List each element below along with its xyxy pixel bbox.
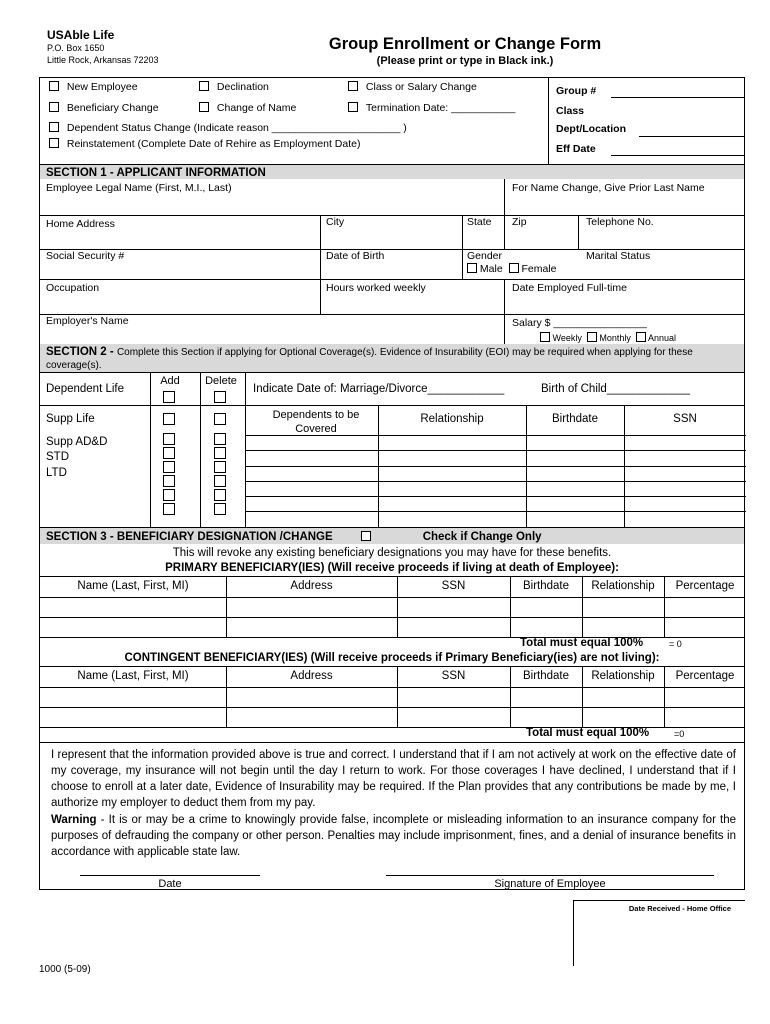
contingent-ssn-header: SSN — [441, 670, 466, 682]
dept-line[interactable] — [639, 136, 745, 137]
supp-life-label: Supp Life — [46, 413, 95, 425]
primary-beneficiary-header: PRIMARY BENEFICIARY(IES) (Will receive proceeds if living at death of Employee): — [165, 562, 619, 574]
primary-address-header: Address — [290, 580, 333, 592]
weekly-checkbox[interactable] — [540, 332, 550, 342]
primary-relationship-header: Relationship — [591, 580, 655, 592]
contingent-total-label: Total must equal 100% — [526, 727, 650, 739]
state-label: State — [467, 216, 492, 228]
employee-signature-line[interactable] — [386, 875, 714, 876]
company-address-1: P.O. Box 1650 — [47, 43, 105, 53]
indicate-date-label: Indicate Date of: Marriage/Divorce____________ — [253, 383, 505, 395]
delete-checkboxes[interactable] — [214, 391, 226, 515]
contingent-beneficiary-header: CONTINGENT BENEFICIARY(IES) (Will receive proceeds if Primary Beneficiary(ies) are not living): — [124, 652, 660, 664]
primary-birthdate-header: Birthdate — [522, 580, 570, 592]
form-subtitle: (Please print or type in Black ink.) — [376, 55, 554, 67]
new-employee-option[interactable]: New Employee — [49, 81, 138, 93]
company-address-2: Little Rock, Arkansas 72203 — [47, 55, 159, 65]
company-name: USAble Life — [47, 28, 115, 42]
home-address-label: Home Address — [46, 218, 115, 230]
group-number-line[interactable] — [611, 97, 745, 98]
warning-statement: Warning - It is or may be a crime to knowingly provide false, incomplete or misleading information to an insurance company for the purposes of defrauding the company or other person. Penalties may include imprisonment, fines, and a denial of insurance benefits in accordance with applicable state law. — [51, 814, 736, 858]
class-salary-option[interactable]: Class or Salary Change — [348, 81, 477, 93]
form-number: 1000 (5-09) — [39, 964, 91, 975]
female-checkbox[interactable] — [509, 263, 519, 273]
checkbox[interactable] — [199, 81, 209, 91]
revoke-note: This will revoke any existing beneficiary designations you may have for these benefits. — [172, 547, 612, 559]
contingent-relationship-header: Relationship — [591, 670, 655, 682]
employer-label: Employer's Name — [46, 315, 129, 327]
marital-status-label: Marital Status — [586, 250, 651, 262]
primary-percentage-header: Percentage — [675, 580, 735, 592]
contingent-total-value: =0 — [674, 729, 685, 739]
birth-child-label: Birth of Child_____________ — [541, 383, 690, 395]
checkbox[interactable] — [199, 102, 209, 112]
contingent-percentage-header: Percentage — [675, 670, 735, 682]
date-signature-line[interactable] — [80, 875, 260, 876]
group-number-label: Group # — [556, 85, 597, 97]
occupation-label: Occupation — [46, 282, 100, 294]
change-name-option[interactable]: Change of Name — [199, 102, 296, 114]
std-label: STD — [46, 451, 69, 463]
gender-label: Gender — [467, 250, 503, 262]
form-title: Group Enrollment or Change Form — [328, 35, 602, 53]
dependent-status-option[interactable]: Dependent Status Change (Indicate reason ______________________ ) — [49, 122, 407, 134]
primary-total-value: = 0 — [669, 639, 682, 649]
telephone-label: Telephone No. — [586, 216, 654, 228]
contingent-name-header: Name (Last, First, MI) — [77, 670, 189, 682]
salary-label: Salary $ ________________ — [512, 317, 647, 329]
primary-name-header: Name (Last, First, MI) — [77, 580, 189, 592]
hours-label: Hours worked weekly — [326, 282, 426, 294]
dependents-covered-header: Dependents to be Covered — [272, 409, 360, 435]
ltd-label: LTD — [46, 467, 67, 479]
checkbox[interactable] — [49, 102, 59, 112]
supp-add-label: Supp AD&D — [46, 436, 108, 448]
eff-date-line[interactable] — [611, 155, 745, 156]
date-label: Date — [158, 878, 182, 890]
checkbox[interactable] — [348, 102, 358, 112]
contingent-address-header: Address — [290, 670, 333, 682]
dependent-life-label: Dependent Life — [46, 383, 125, 395]
add-checkboxes[interactable] — [163, 391, 175, 515]
checkbox[interactable] — [49, 138, 59, 148]
primary-total-label: Total must equal 100% — [520, 637, 644, 649]
relationship-header: Relationship — [420, 413, 484, 425]
gender-options[interactable]: Male Female — [467, 263, 556, 275]
checkbox[interactable] — [348, 81, 358, 91]
section3-header: SECTION 3 - BENEFICIARY DESIGNATION /CHANGE Check if Change Only — [40, 527, 744, 544]
ssn-label: Social Security # — [46, 250, 125, 262]
termination-option[interactable]: Termination Date: ___________ — [348, 102, 515, 114]
male-checkbox[interactable] — [467, 263, 477, 273]
checkbox[interactable] — [49, 122, 59, 132]
checkbox[interactable] — [49, 81, 59, 91]
section1-header: SECTION 1 - APPLICANT INFORMATION — [40, 164, 744, 179]
section2-header: SECTION 2 - Complete this Section if applying for Optional Coverage(s). Evidence of Insurability (EOI) may be required when applying for these coverage(s). — [40, 344, 744, 372]
date-received-label: Date Received - Home Office — [628, 904, 731, 913]
eff-date-label: Eff Date — [556, 143, 596, 155]
monthly-checkbox[interactable] — [587, 332, 597, 342]
add-header: Add — [160, 375, 180, 387]
reinstatement-option[interactable]: Reinstatement (Complete Date of Rehire as Employment Date) — [49, 138, 360, 150]
enrollment-form — [39, 77, 745, 890]
primary-ssn-header: SSN — [441, 580, 466, 592]
signature-label: Signature of Employee — [494, 878, 606, 890]
delete-header: Delete — [205, 375, 237, 387]
legal-name-label: Employee Legal Name (First, M.I., Last) — [46, 182, 232, 194]
date-employed-label: Date Employed Full-time — [512, 282, 627, 294]
representation-statement: I represent that the information provided above is true and correct. I understand that if I am not actively at work on the effective date of my coverage, my insurance will not begin until the day I return to work. For those coverages I have declined, I understand that if I choose to enroll at a later date, Evidence of Insurability may be required. If the Plan provides that any contributions be made by me, I authorize my employer to deduct them from my pay. — [51, 749, 736, 809]
prior-name-label: For Name Change, Give Prior Last Name — [512, 182, 705, 194]
home-office-box — [573, 900, 745, 966]
declination-option[interactable]: Declination — [199, 81, 269, 93]
ssn-header: SSN — [673, 413, 697, 425]
annual-checkbox[interactable] — [636, 332, 646, 342]
city-label: City — [326, 216, 345, 228]
contingent-birthdate-header: Birthdate — [522, 670, 570, 682]
zip-label: Zip — [512, 216, 527, 228]
salary-frequency[interactable]: Weekly Monthly Annual — [540, 332, 676, 343]
dept-location-label: Dept/Location — [556, 123, 626, 135]
dob-label: Date of Birth — [326, 250, 385, 262]
class-label: Class — [556, 105, 585, 117]
birthdate-header: Birthdate — [551, 413, 599, 425]
change-only-checkbox[interactable] — [361, 531, 371, 541]
beneficiary-change-option[interactable]: Beneficiary Change — [49, 102, 159, 114]
